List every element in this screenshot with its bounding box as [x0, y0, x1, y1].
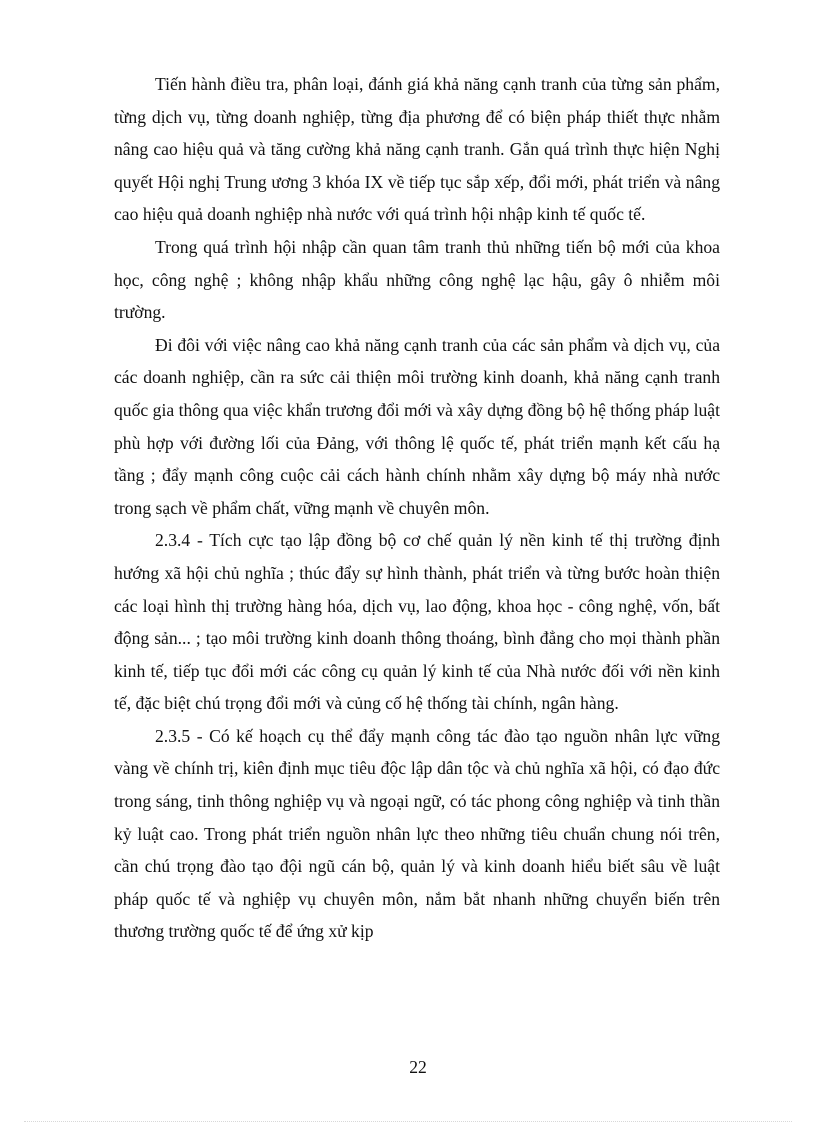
page-number: 22: [409, 1057, 427, 1077]
document-body: [114, 68, 720, 948]
page-bottom-divider: [24, 1121, 792, 1122]
paragraph-section-2-3-5: 2.3.5 - Có kế hoạch cụ thể đẩy mạnh công tác đào tạo nguồn nhân lực vững vàng về chính trị, kiên định mục tiêu độc lập dân tộc và chủ nghĩa xã hội, có đạo đức trong sáng, tinh thông nghiệp vụ và ngoại ngữ, có tác phong công nghiệp và tinh thần kỷ luật cao. Trong phát triển nguồn nhân lực theo những tiêu chuẩn chung nói trên, cần chú trọng đào tạo đội ngũ cán bộ, quản lý và kinh doanh hiểu biết sâu về luật pháp quốc tế và nghiệp vụ chuyên môn, nắm bắt nhanh những chuyển biến trên thương trường quốc tế để ứng xử kịp: [114, 725, 720, 942]
paragraph-technology-adoption: Trong quá trình hội nhập cần quan tâm tranh thủ những tiến bộ mới của khoa học, công nghệ ; không nhập khẩu những công nghệ lạc hậu, gây ô nhiễm môi trường.: [114, 236, 720, 323]
paragraph-survey-competitiveness: Tiến hành điều tra, phân loại, đánh giá khả năng cạnh tranh của từng sản phẩm, từng dịch vụ, từng doanh nghiệp, từng địa phương để có biện pháp thiết thực nhằm nâng cao hiệu quả và tăng cường khả năng cạnh tranh. Gắn quá trình thực hiện Nghị quyết Hội nghị Trung ương 3 khóa IX về tiếp tục sắp xếp, đổi mới, phát triển và nâng cao hiệu quả doanh nghiệp nhà nước với quá trình hội nhập kinh tế quốc tế.: [114, 74, 720, 225]
paragraph-section-2-3-4: 2.3.4 - Tích cực tạo lập đồng bộ cơ chế quản lý nền kinh tế thị trường định hướng xã hội chủ nghĩa ; thúc đẩy sự hình thành, phát triển và từng bước hoàn thiện các loại hình thị trường hàng hóa, dịch vụ, lao động, khoa học - công nghệ, vốn, bất động sản... ; tạo môi trường kinh doanh thông thoáng, bình đẳng cho mọi thành phần kinh tế, tiếp tục đổi mới các công cụ quản lý kinh tế của Nhà nước đối với nền kinh tế, đặc biệt chú trọng đổi mới và củng cố hệ thống tài chính, ngân hàng.: [114, 530, 720, 714]
paragraph-business-environment: Đi đôi với việc nâng cao khả năng cạnh tranh của các sản phẩm và dịch vụ, của các doanh nghiệp, cần ra sức cải thiện môi trường kinh doanh, khả năng cạnh tranh quốc gia thông qua việc khẩn trương đổi mới và xây dựng đồng bộ hệ thống pháp luật phù hợp với đường lối của Đảng, với thông lệ quốc tế, phát triển mạnh kết cấu hạ tầng ; đẩy mạnh công cuộc cải cách hành chính nhằm xây dựng bộ máy nhà nước trong sạch về phẩm chất, vững mạnh về chuyên môn.: [114, 334, 720, 518]
